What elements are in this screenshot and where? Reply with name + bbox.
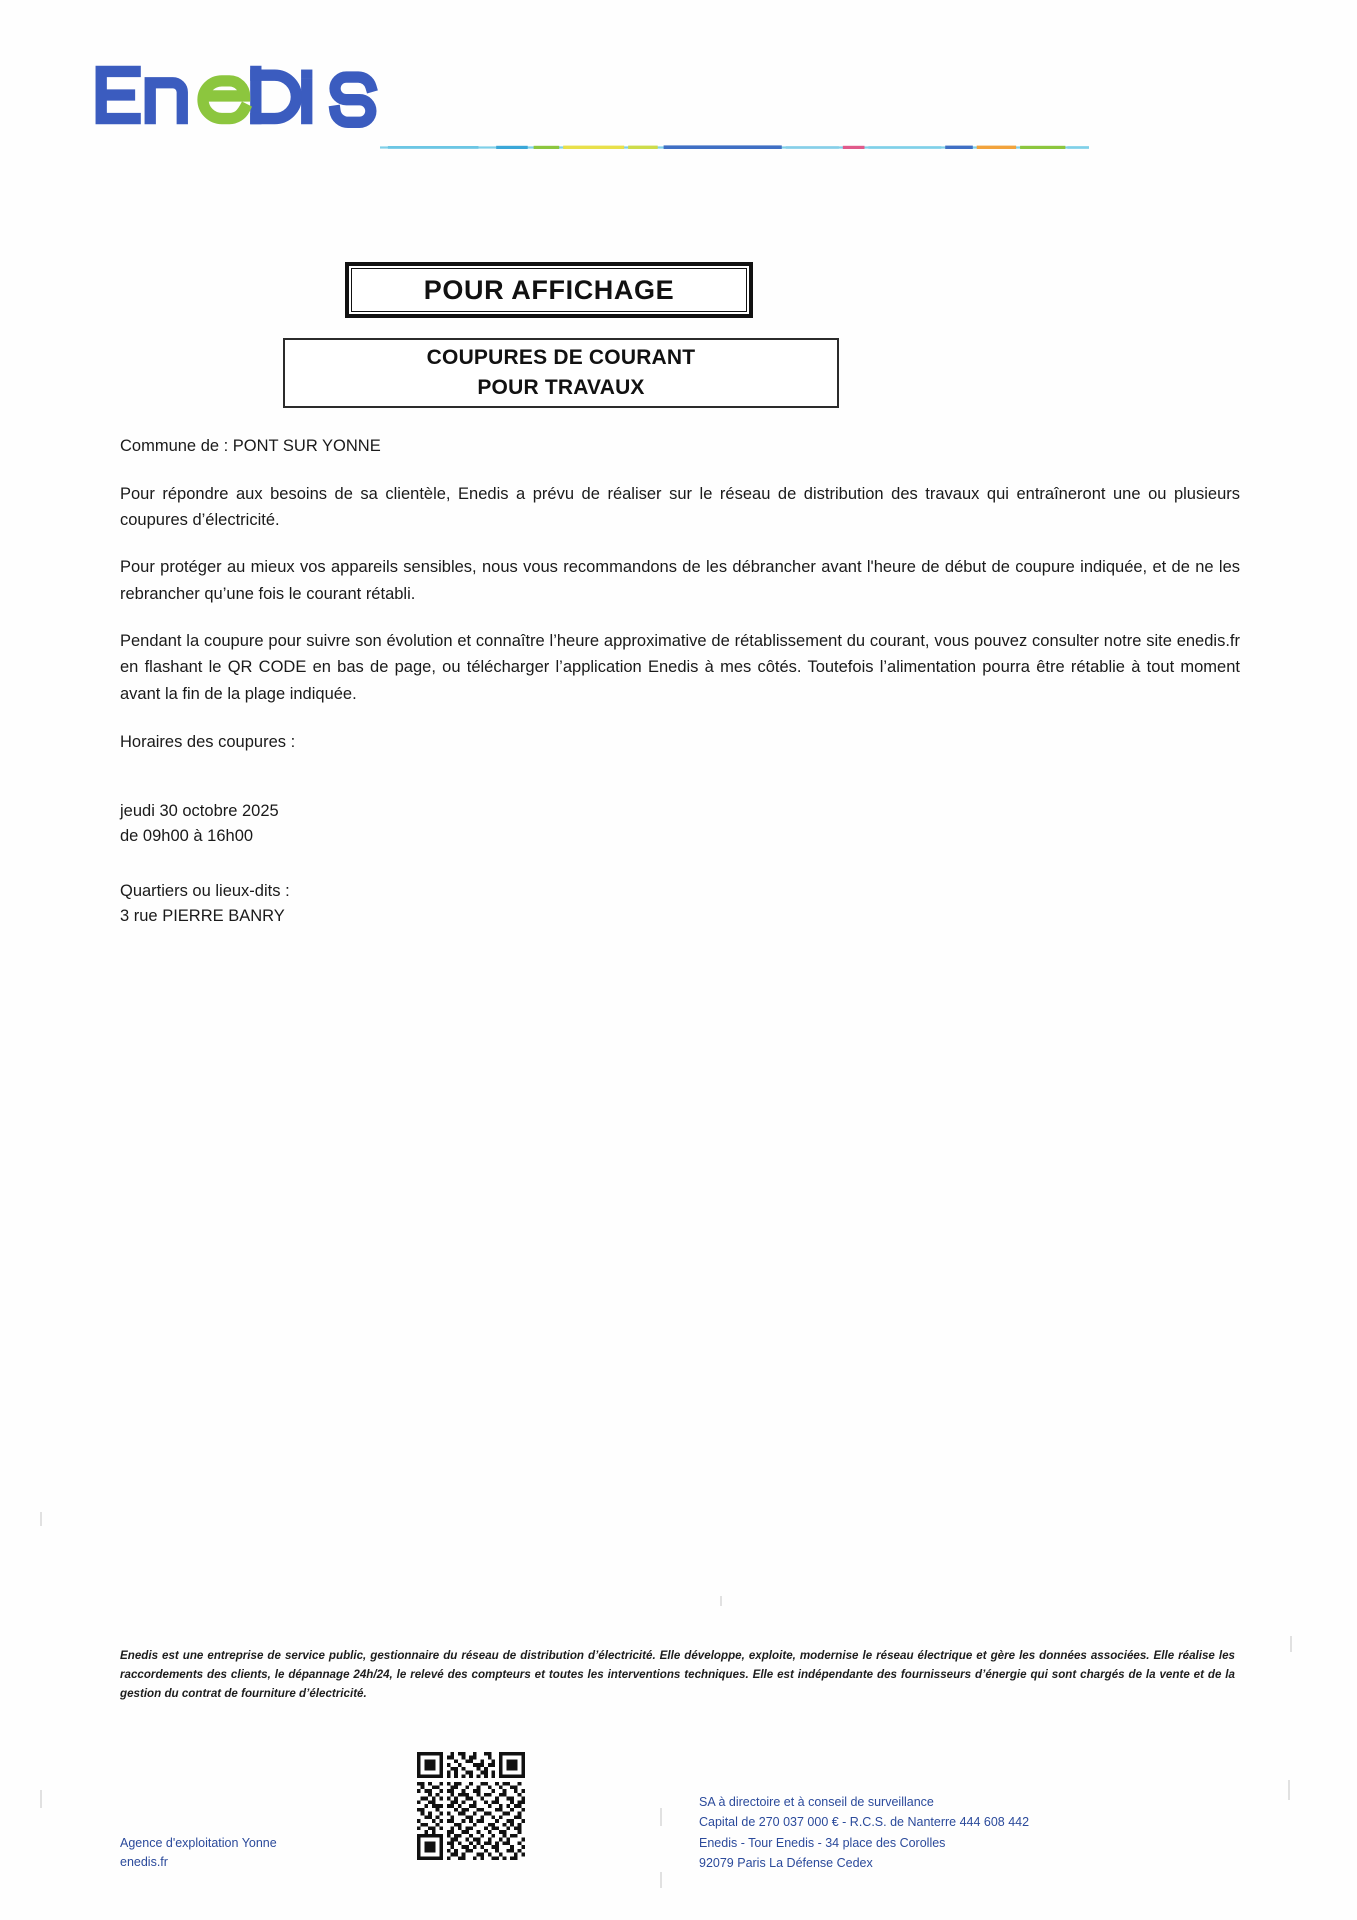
footer-company-line-4: 92079 Paris La Défense Cedex	[699, 1855, 873, 1870]
document-header	[0, 62, 1357, 172]
footer-website[interactable]: enedis.fr	[120, 1855, 168, 1870]
spacer	[120, 849, 1240, 879]
paragraph-suivi: Pendant la coupure pour suivre son évolution et connaître l’heure approximative de rétablissement du courant, vous pouvez consulter notre site enedis.fr en flashant le QR CODE en bas de page, ou télécharger l’application Enedis à mes côtés. Toutefois l’alimentation pourra être rétablie à tout moment avant la fin de la plage indiquée.	[120, 631, 1240, 704]
scan-artifact	[40, 1512, 42, 1526]
footer-agency-block	[120, 1834, 277, 1873]
footer-company-line-2: Capital de 270 037 000 € - R.C.S. de Nanterre 444 608 442	[699, 1815, 1030, 1830]
horaires-label: Horaires des coupures :	[120, 732, 296, 751]
schedule-time: de 09h00 à 16h00	[120, 826, 254, 845]
commune-line: Commune de : PONT SUR YONNE	[120, 437, 381, 455]
paragraph-appareils: Pour protéger au mieux vos appareils sensibles, nous vous recommandons de les débrancher avant l'heure de début de coupure indiquée, et de ne les rebrancher qu’une fois le courant rétabli.	[120, 558, 1240, 603]
multicolor-rule	[380, 144, 1089, 151]
scan-artifact	[660, 1808, 662, 1826]
quartiers-value: 3 rue PIERRE BANRY	[120, 906, 285, 925]
document-body	[120, 434, 1240, 929]
scan-artifact	[720, 1596, 722, 1606]
legal-line-2: associées. Elle réalise les raccordements des clients, le dépannage 24h/24, le relevé des compteurs et toutes les interventions techniques. Elle est indépendante des	[120, 1649, 1235, 1681]
pour-affichage-inner-border	[351, 268, 747, 312]
qr-code[interactable]	[417, 1752, 525, 1860]
pour-affichage-title: POUR AFFICHAGE	[423, 274, 675, 305]
scan-artifact	[1288, 1780, 1290, 1800]
scan-artifact	[1290, 1636, 1292, 1652]
legal-disclaimer	[120, 1647, 1235, 1703]
coupures-title-line1: COUPURES DE COURANT	[426, 346, 696, 370]
footer-company-line-1: SA à directoire et à conseil de surveillance	[699, 1795, 934, 1809]
pour-affichage-box	[345, 262, 753, 318]
coupures-title-line2: POUR TRAVAUX	[477, 376, 645, 399]
footer-company-line-3: Enedis - Tour Enedis - 34 place des Corolles	[699, 1835, 946, 1850]
legal-line-3: fournisseurs d’énergie qui sont chargés de la vente et de la gestion du contrat de fourniture d’électricité.	[120, 1667, 1235, 1700]
scan-artifact	[40, 1790, 42, 1808]
quartiers-label: Quartiers ou lieux-dits :	[120, 881, 290, 900]
schedule-date: jeudi 30 octobre 2025	[120, 801, 279, 820]
legal-line-1: Enedis est une entreprise de service public, gestionnaire du réseau de distribution d’électricité. Elle développe, exploite, modernise le réseau électrique et gère les données	[120, 1649, 1087, 1662]
paragraph-besoins: Pour répondre aux besoins de sa clientèle, Enedis a prévu de réaliser sur le réseau de distribution des travaux qui entraîneront une ou plusieurs coupures d’électricité.	[120, 484, 1240, 530]
enedis-logo	[88, 62, 390, 128]
footer-company-block	[699, 1792, 1029, 1873]
coupures-title-box	[283, 338, 839, 408]
scan-artifact	[660, 1872, 662, 1888]
footer-agency: Agence d'exploitation Yonne	[120, 1836, 277, 1850]
spacer	[120, 755, 1240, 799]
